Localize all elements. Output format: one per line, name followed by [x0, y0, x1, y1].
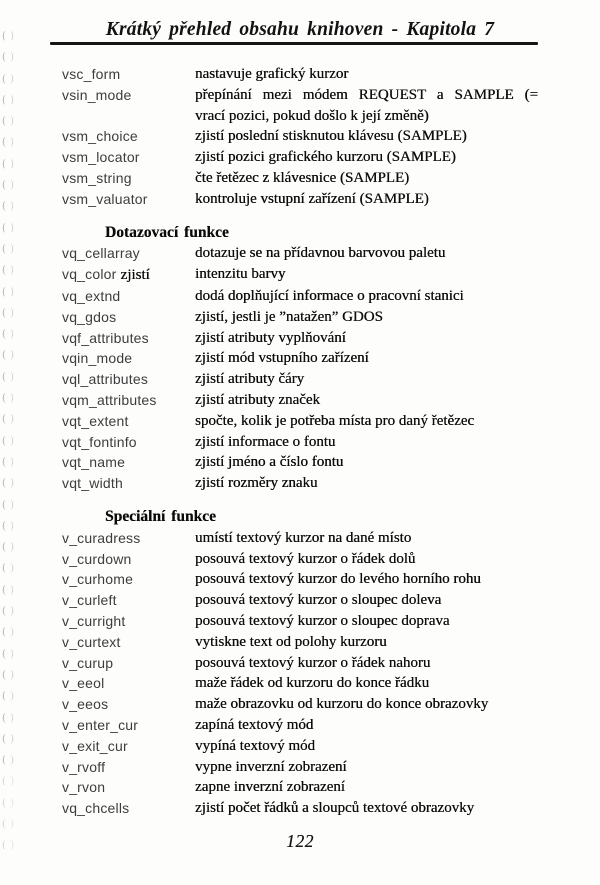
description-line: posouvá textový kurzor o řádek nahoru — [195, 654, 431, 671]
function-row — [62, 653, 538, 674]
function-name: v_curright — [62, 612, 126, 629]
binding-mark-left: ( — [2, 648, 6, 660]
binding-hole-mark — [2, 239, 14, 260]
description-line: maže řádek od kurzoru do konce řádku — [195, 675, 430, 692]
function-row — [62, 369, 538, 390]
function-name: vqt_fontinfo — [62, 433, 137, 450]
function-description — [195, 473, 538, 494]
function-name-cell — [62, 328, 195, 349]
function-section — [62, 223, 538, 494]
binding-mark-right: ) — [10, 31, 14, 42]
binding-mark-left: ( — [2, 818, 6, 830]
function-row — [62, 694, 538, 715]
binding-mark-right: ) — [10, 627, 14, 639]
description-line: posouvá textový kurzor o řádek dolů — [195, 550, 416, 567]
binding-hole-mark — [2, 175, 14, 196]
description-line: spočte, kolik je potřeba místa pro daný řetězec — [195, 412, 475, 429]
function-row — [62, 736, 538, 757]
binding-mark-left: ( — [2, 712, 6, 724]
function-name: vqt_width — [62, 475, 123, 492]
binding-mark-right: ) — [10, 840, 14, 852]
function-description — [195, 653, 538, 674]
function-description — [195, 432, 538, 453]
binding-mark-left: ( — [2, 776, 6, 788]
function-description — [195, 243, 538, 264]
binding-mark-left: ( — [2, 456, 6, 468]
binding-mark-right: ) — [10, 797, 14, 809]
function-name-cell — [62, 673, 195, 694]
function-name-cell — [62, 126, 195, 147]
function-name: v_curdown — [62, 550, 132, 567]
function-row — [62, 569, 538, 590]
description-line: posouvá textový kurzor o sloupec doprava — [195, 612, 450, 629]
function-description — [195, 694, 538, 715]
function-name-cell — [62, 452, 195, 473]
function-row — [62, 798, 538, 819]
function-name-cell — [62, 264, 195, 286]
binding-mark-left: ( — [2, 265, 6, 277]
description-line: zjistí mód vstupního zařízení — [195, 350, 369, 367]
function-row — [62, 757, 538, 778]
function-description — [195, 590, 538, 611]
description-line: zjistí poslední stisknutou klávesu (SAMPLE) — [195, 128, 467, 145]
function-row — [62, 432, 538, 453]
function-description — [195, 715, 538, 736]
description-line: vrací pozici, pokud došlo k její změně) — [195, 107, 429, 124]
binding-hole-mark — [2, 793, 14, 814]
description-line: dodá doplňující informace o pracovní stanici — [195, 287, 464, 304]
binding-hole-mark — [2, 409, 14, 430]
function-name-cell — [62, 653, 195, 674]
header-rule — [50, 42, 538, 45]
function-name-cell — [62, 473, 195, 494]
function-description — [195, 798, 538, 819]
function-name: v_exit_cur — [62, 737, 128, 754]
binding-mark-left: ( — [2, 137, 6, 149]
function-row — [62, 168, 538, 189]
binding-hole-mark — [2, 516, 14, 537]
binding-hole-mark — [2, 473, 14, 494]
description-line: posouvá textový kurzor do levého horního rohu — [195, 571, 481, 588]
binding-mark-right: ) — [10, 180, 14, 192]
binding-hole-mark — [2, 47, 14, 68]
binding-mark-right: ) — [10, 818, 14, 830]
binding-hole-mark — [2, 708, 14, 729]
function-description — [195, 611, 538, 632]
function-name-cell — [62, 432, 195, 453]
function-row — [62, 411, 538, 432]
binding-hole-mark — [2, 686, 14, 707]
function-row — [62, 286, 538, 307]
function-description — [195, 569, 538, 590]
function-row — [62, 147, 538, 168]
binding-mark-right: ) — [10, 563, 14, 575]
function-name: vsm_choice — [62, 128, 138, 145]
function-row — [62, 64, 538, 85]
binding-mark-left: ( — [2, 371, 6, 383]
binding-mark-left: ( — [2, 52, 6, 64]
binding-mark-right: ) — [10, 137, 14, 149]
function-description — [195, 369, 538, 390]
binding-mark-right: ) — [10, 243, 14, 255]
function-name-cell — [62, 632, 195, 653]
function-description — [195, 777, 538, 798]
function-name: v_curhome — [62, 571, 134, 588]
binding-mark-right: ) — [10, 350, 14, 362]
function-section — [62, 64, 538, 210]
description-line: zjistí jméno a číslo fontu — [195, 454, 344, 471]
function-name-cell — [62, 736, 195, 757]
function-row — [62, 328, 538, 349]
function-description — [195, 264, 538, 285]
binding-mark-left: ( — [2, 414, 6, 426]
binding-hole-mark — [2, 729, 14, 750]
function-name-cell — [62, 411, 195, 432]
function-description — [195, 390, 538, 411]
page-header-title: Krátký přehled obsahu knihoven - Kapitola 7 — [105, 19, 495, 40]
function-description — [195, 328, 538, 349]
function-description — [195, 549, 538, 570]
function-description — [195, 85, 538, 127]
binding-mark-right: ) — [10, 776, 14, 788]
binding-hole-mark — [2, 452, 14, 473]
function-name-cell — [62, 798, 195, 819]
binding-mark-left: ( — [2, 563, 6, 575]
function-name: vsc_form — [62, 66, 121, 82]
binding-mark-right: ) — [10, 606, 14, 618]
function-name: vq_cellarray — [62, 245, 140, 262]
description-line: vypne inverzní zobrazení — [195, 758, 347, 775]
binding-hole-mark — [2, 132, 14, 153]
binding-mark-right: ) — [10, 542, 14, 554]
function-name-cell — [62, 590, 195, 611]
function-name: vqm_attributes — [62, 391, 157, 408]
function-description — [195, 286, 538, 307]
binding-mark-right: ) — [10, 94, 14, 106]
function-row — [62, 189, 538, 210]
binding-mark-right: ) — [10, 329, 14, 341]
function-row — [62, 348, 538, 369]
description-line: vypíná textový mód — [195, 737, 315, 754]
binding-mark-left: ( — [2, 94, 6, 106]
function-name: v_curup — [62, 654, 114, 671]
function-description — [195, 411, 538, 432]
function-name-cell — [62, 307, 195, 328]
binding-holes — [2, 26, 20, 857]
function-row — [62, 673, 538, 694]
binding-mark-left: ( — [2, 627, 6, 639]
binding-hole-mark — [2, 388, 14, 409]
description-line: zjistí, jestli je ”natažen” GDOS — [195, 308, 383, 325]
binding-mark-left: ( — [2, 755, 6, 767]
function-name: vql_attributes — [62, 371, 149, 388]
function-description — [195, 673, 538, 694]
binding-mark-right: ) — [10, 286, 14, 298]
description-line: maže obrazovku od kurzoru do konce obrazovky — [195, 696, 489, 713]
function-row — [62, 611, 538, 632]
binding-hole-mark — [2, 282, 14, 303]
function-description — [195, 452, 538, 473]
function-name: v_rvon — [62, 779, 106, 796]
description-line: zapíná textový mód — [195, 716, 314, 733]
function-row — [62, 715, 538, 736]
function-row — [62, 264, 538, 286]
function-name-cell — [62, 715, 195, 736]
binding-hole-mark — [2, 324, 14, 345]
section-heading: Speciální funkce — [105, 507, 216, 525]
binding-mark-right: ) — [10, 158, 14, 170]
function-name: vqin_mode — [62, 350, 133, 367]
binding-mark-left: ( — [2, 243, 6, 255]
description-line: intenzitu barvy — [195, 266, 286, 283]
binding-mark-right: ) — [10, 456, 14, 468]
description-line: čte řetězec z klávesnice (SAMPLE) — [195, 169, 410, 186]
function-name-cell — [62, 286, 195, 307]
description-line: umístí textový kurzor na dané místo — [195, 529, 412, 546]
description-line: zjistí počet řádků a sloupců textové obrazovky — [195, 800, 475, 817]
function-name: v_curleft — [62, 592, 117, 609]
function-name-cell — [62, 549, 195, 570]
binding-mark-left: ( — [2, 669, 6, 681]
function-name: v_rvoff — [62, 758, 106, 775]
description-line: posouvá textový kurzor o sloupec doleva — [195, 592, 442, 609]
binding-mark-right: ) — [10, 669, 14, 681]
description-line: vytiskne text od polohy kurzoru — [195, 633, 387, 650]
binding-mark-left: ( — [2, 307, 6, 319]
binding-hole-mark — [2, 260, 14, 281]
function-row — [62, 307, 538, 328]
function-name: vq_color — [62, 266, 117, 283]
function-name-cell — [62, 777, 195, 798]
function-row — [62, 528, 538, 549]
binding-hole-mark — [2, 111, 14, 132]
function-name: vsm_string — [62, 169, 132, 186]
function-row — [62, 452, 538, 473]
binding-hole-mark — [2, 558, 14, 579]
binding-mark-left: ( — [2, 840, 6, 852]
binding-mark-right: ) — [10, 691, 14, 703]
binding-mark-left: ( — [2, 329, 6, 341]
function-row — [62, 777, 538, 798]
binding-hole-mark — [2, 431, 14, 452]
binding-mark-right: ) — [10, 478, 14, 490]
function-name-cell — [62, 243, 195, 264]
description-line: zjistí informace o fontu — [195, 433, 336, 450]
binding-hole-mark — [2, 750, 14, 771]
function-description — [195, 147, 538, 168]
binding-mark-right: ) — [10, 222, 14, 234]
function-description — [195, 757, 538, 778]
function-row — [62, 85, 538, 127]
binding-mark-left: ( — [2, 350, 6, 362]
binding-mark-right: ) — [10, 52, 14, 64]
binding-mark-left: ( — [2, 73, 6, 85]
function-row — [62, 243, 538, 264]
binding-mark-left: ( — [2, 222, 6, 234]
function-name: vqt_name — [62, 454, 126, 471]
function-name-cell — [62, 694, 195, 715]
function-name: vsm_locator — [62, 149, 140, 166]
function-name-cell — [62, 611, 195, 632]
description-line: zapne inverzní zobrazení — [195, 779, 345, 796]
function-description — [195, 168, 538, 189]
binding-hole-mark — [2, 580, 14, 601]
binding-mark-left: ( — [2, 478, 6, 490]
function-name-cell — [62, 757, 195, 778]
binding-mark-left: ( — [2, 31, 6, 42]
function-description — [195, 736, 538, 757]
function-name: vsm_valuator — [62, 190, 148, 207]
binding-mark-right: ) — [10, 73, 14, 85]
function-name: v_curadress — [62, 529, 141, 546]
function-row — [62, 590, 538, 611]
binding-mark-right: ) — [10, 584, 14, 596]
description-line: zjistí atributy vyplňování — [195, 329, 346, 346]
description-line: zjistí atributy značek — [195, 391, 320, 408]
function-name: v_eeol — [62, 675, 105, 692]
function-name: vq_chcells — [62, 800, 130, 817]
binding-mark-left: ( — [2, 158, 6, 170]
function-name: v_enter_cur — [62, 716, 139, 733]
binding-mark-left: ( — [2, 520, 6, 532]
function-name-cell — [62, 168, 195, 189]
description-line: zjistí atributy čáry — [195, 371, 305, 388]
function-section — [62, 507, 538, 819]
binding-mark-right: ) — [10, 265, 14, 277]
binding-mark-left: ( — [2, 393, 6, 405]
binding-mark-left: ( — [2, 733, 6, 745]
description-line: nastavuje grafický kurzor — [195, 66, 349, 82]
binding-hole-mark — [2, 345, 14, 366]
function-row — [62, 549, 538, 570]
binding-mark-left: ( — [2, 286, 6, 298]
function-row — [62, 390, 538, 411]
function-name-cell — [62, 569, 195, 590]
binding-mark-right: ) — [10, 371, 14, 383]
function-description — [195, 126, 538, 147]
binding-hole-mark — [2, 367, 14, 388]
binding-hole-mark — [2, 537, 14, 558]
function-name: vqf_attributes — [62, 329, 149, 346]
binding-mark-right: ) — [10, 648, 14, 660]
function-name-cell — [62, 348, 195, 369]
function-name: vq_gdos — [62, 308, 117, 325]
function-list — [62, 64, 538, 819]
function-name-cell — [62, 189, 195, 210]
function-name-cell — [62, 147, 195, 168]
function-description — [195, 64, 538, 85]
function-name: v_eeos — [62, 696, 109, 713]
function-row — [62, 126, 538, 147]
binding-mark-right: ) — [10, 393, 14, 405]
function-name: vq_extnd — [62, 287, 121, 304]
binding-hole-mark — [2, 218, 14, 239]
binding-hole-mark — [2, 601, 14, 622]
binding-hole-mark — [2, 622, 14, 643]
description-line: přepínání mezi módem REQUEST a SAMPLE (= — [195, 86, 538, 103]
section-heading: Dotazovací funkce — [105, 223, 229, 241]
function-name-extra-word: zjistí — [120, 267, 150, 284]
page-number: 122 — [286, 831, 314, 851]
binding-hole-mark — [2, 196, 14, 217]
function-name-cell — [62, 528, 195, 549]
binding-hole-mark — [2, 69, 14, 90]
function-name-cell — [62, 390, 195, 411]
function-row — [62, 632, 538, 653]
function-description — [195, 528, 538, 549]
binding-hole-mark — [2, 771, 14, 792]
function-name: vsin_mode — [62, 86, 132, 103]
binding-mark-right: ) — [10, 116, 14, 128]
binding-mark-left: ( — [2, 201, 6, 213]
function-name-cell — [62, 64, 195, 85]
function-name: vqt_extent — [62, 412, 129, 429]
binding-mark-right: ) — [10, 755, 14, 767]
binding-hole-mark — [2, 665, 14, 686]
description-line: zjistí pozici grafického kurzoru (SAMPLE) — [195, 149, 456, 166]
binding-mark-right: ) — [10, 307, 14, 319]
binding-mark-right: ) — [10, 414, 14, 426]
binding-mark-left: ( — [2, 116, 6, 128]
binding-mark-left: ( — [2, 584, 6, 596]
function-description — [195, 307, 538, 328]
binding-hole-mark — [2, 90, 14, 111]
binding-hole-mark — [2, 644, 14, 665]
binding-mark-right: ) — [10, 520, 14, 532]
binding-hole-mark — [2, 303, 14, 324]
binding-mark-left: ( — [2, 606, 6, 618]
binding-mark-right: ) — [10, 499, 14, 511]
binding-mark-left: ( — [2, 435, 6, 447]
binding-mark-left: ( — [2, 797, 6, 809]
function-description — [195, 348, 538, 369]
binding-mark-left: ( — [2, 499, 6, 511]
description-line: kontroluje vstupní zařízení (SAMPLE) — [195, 190, 429, 207]
binding-mark-left: ( — [2, 542, 6, 554]
binding-mark-right: ) — [10, 733, 14, 745]
function-name: v_curtext — [62, 633, 121, 650]
binding-hole-mark — [2, 495, 14, 516]
binding-hole-mark — [2, 154, 14, 175]
function-row — [62, 473, 538, 494]
description-line: zjistí rozměry znaku — [195, 475, 318, 492]
function-description — [195, 189, 538, 210]
binding-mark-right: ) — [10, 201, 14, 213]
binding-mark-right: ) — [10, 435, 14, 447]
function-name-cell — [62, 85, 195, 106]
binding-mark-left: ( — [2, 180, 6, 192]
function-description — [195, 632, 538, 653]
description-line: dotazuje se na přídavnou barvovou paletu — [195, 245, 446, 262]
binding-mark-right: ) — [10, 712, 14, 724]
function-name-cell — [62, 369, 195, 390]
binding-mark-left: ( — [2, 691, 6, 703]
